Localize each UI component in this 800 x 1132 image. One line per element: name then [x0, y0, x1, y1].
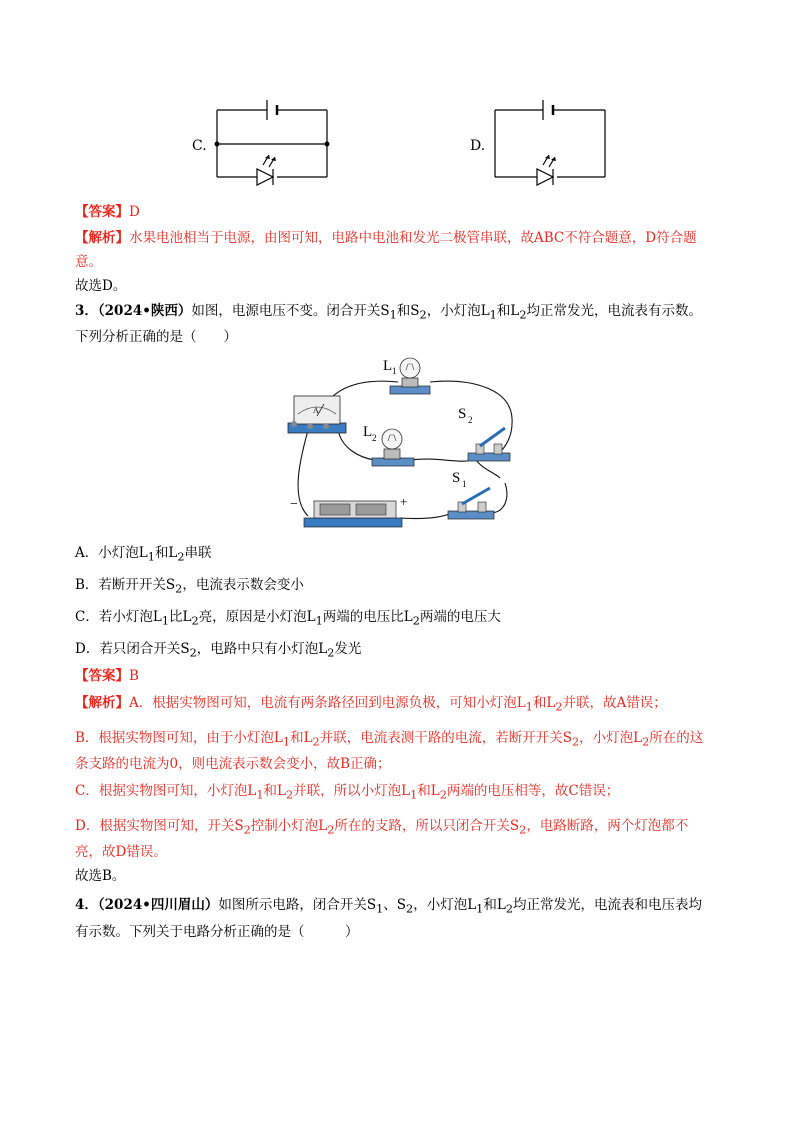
- q3-stem-text: 和: [396, 303, 411, 319]
- q3-option-b: B．若断开开关$S_2$，电流表示数会变小: [75, 577, 304, 596]
- symbol-l2: $L_2$: [496, 897, 513, 916]
- q3-answer-line: 【答案】B: [75, 668, 139, 684]
- prev-analysis-line-2: 意。: [75, 254, 102, 270]
- symbol-l2: $L_2$: [510, 303, 527, 322]
- prev-answer-line: [75, 202, 140, 222]
- battery-icon: [304, 501, 402, 527]
- option-d-label: D.: [470, 138, 486, 154]
- svg-text:L: L: [363, 424, 373, 440]
- svg-text:1: 1: [392, 366, 397, 376]
- circuit-diagram-c: [205, 95, 335, 187]
- option-c-label: C.: [192, 138, 207, 154]
- svg-text:S: S: [458, 406, 467, 422]
- ammeter-icon: [288, 396, 346, 433]
- q3-analysis-d2: 亮，故D错误。: [75, 844, 167, 860]
- symbol-l1: $L_1$: [273, 730, 291, 749]
- svg-text:1: 1: [462, 479, 467, 489]
- q3-conclusion: 故选B。: [75, 868, 126, 884]
- q3-stem-line-2: 下列分析正确的是（ ）: [75, 329, 237, 345]
- svg-text:A: A: [313, 406, 319, 415]
- symbol-s1: $S_1$: [380, 303, 397, 322]
- symbol-l2: $L_2$: [276, 783, 294, 802]
- svg-text:+: +: [400, 494, 408, 509]
- symbol-s1: $S_1$: [366, 897, 384, 916]
- symbol-s2: $S_2$: [180, 641, 197, 660]
- symbol-s2: $S_2$: [396, 897, 414, 916]
- symbol-l2: $L_2$: [403, 609, 420, 628]
- svg-text:2: 2: [468, 415, 473, 425]
- symbol-l2: $L_2$: [430, 783, 447, 802]
- svg-text:S: S: [452, 470, 461, 486]
- switch-s1-icon: [448, 488, 494, 519]
- q3-stem-line-1: [75, 301, 702, 326]
- bulb-l1-icon: [390, 358, 430, 394]
- q3-stem-text: 均正常发光，电流表有示数。: [526, 303, 702, 319]
- symbol-l1: $L_1$: [138, 545, 155, 564]
- q4-stem-line-2: 有示数。下列关于电路分析正确的是（ ）: [75, 924, 359, 940]
- q3-stem-text: ，小灯泡: [426, 303, 481, 319]
- answer-tag: 【答案】: [75, 204, 129, 220]
- svg-text:−: −: [290, 497, 298, 512]
- symbol-s2: $S_2$: [562, 730, 580, 749]
- answer-value: D: [129, 204, 140, 220]
- q3-stem-text: 和: [496, 303, 511, 319]
- analysis-tag: 【解析】: [75, 230, 129, 246]
- bulb-l2-icon: [372, 429, 414, 466]
- q3-number: 3．: [75, 303, 98, 319]
- q3-analysis-b1: B．根据实物图可知，由于小灯泡$L_1$和$L_2$并联，电流表测干路的电流，若断开开关$S_2$，小灯泡$L_2$所在的这: [75, 730, 704, 749]
- symbol-l1: $L_1$: [516, 695, 533, 714]
- q3-analysis-b2: 条支路的电流为0，则电流表示数会变小，故B正确；: [75, 756, 391, 772]
- symbol-l2: $L_2$: [633, 730, 650, 749]
- symbol-l1: $L_1$: [247, 783, 264, 802]
- q4-stem-line-1: 4．（2024•四川眉山）如图所示电路，闭合开关$S_1$、$S_2$，小灯泡$L_1$和$L_2$均正常发光，电流表和电压表均: [75, 897, 702, 916]
- analysis-text: 水果电池相当于电源，由图可知，电路中电池和发光二极管串联，故ABC不符合题意，D符合题: [129, 230, 697, 246]
- symbol-l1: $L_1$: [152, 609, 169, 628]
- symbol-l2: $L_2$: [303, 730, 320, 749]
- symbol-l2: $L_2$: [546, 695, 563, 714]
- symbol-l1: $L_1$: [401, 783, 418, 802]
- q3-option-c: C．若小灯泡$L_1$比$L_2$亮，原因是小灯泡$L_1$两端的电压比$L_2$两端的电压大: [75, 609, 501, 628]
- symbol-l1: $L_1$: [467, 897, 484, 916]
- q3-analysis-d1: D．根据实物图可知，开关$S_2$控制小灯泡$L_2$所在的支路，所以只闭合开关$S_2$，电路断路，两个灯泡都不: [75, 818, 689, 837]
- circuit-diagram-d: [485, 95, 615, 187]
- q3-option-a: A．小灯泡$L_1$和$L_2$串联: [75, 545, 212, 564]
- switch-s2-icon: [468, 428, 510, 461]
- symbol-l1: $L_1$: [480, 303, 497, 322]
- q3-physical-circuit-figure: [280, 348, 530, 533]
- symbol-l2: $L_2$: [318, 641, 335, 660]
- prev-conclusion: 故选D。: [75, 278, 127, 294]
- q3-stem-text: 如图，电源电压不变。闭合开关: [191, 303, 381, 319]
- symbol-l2: $L_2$: [318, 818, 335, 837]
- symbol-l1: $L_1$: [306, 609, 323, 628]
- symbol-l2: $L_2$: [182, 609, 199, 628]
- q3-analysis-c: C．根据实物图可知，小灯泡$L_1$和$L_2$并联，所以小灯泡$L_1$和$L_2$两端的电压相等，故C错误；: [75, 783, 620, 802]
- symbol-s2: $S_2$: [165, 577, 183, 596]
- q3-source: （2024•陕西）: [97, 303, 192, 319]
- q3-option-d: D．若只闭合开关$S_2$，电路中只有小灯泡$L_2$发光: [75, 641, 362, 660]
- symbol-s2: $S_2$: [410, 303, 427, 322]
- symbol-l2: $L_2$: [168, 545, 185, 564]
- q3-analysis-a: 【解析】A．根据实物图可知，电流有两条路径回到电源负极，可知小灯泡$L_1$和$L_2$并联，故A错误；: [75, 695, 667, 714]
- prev-analysis-line-1: [75, 228, 697, 248]
- svg-text:2: 2: [372, 433, 377, 443]
- svg-text:L: L: [383, 358, 393, 374]
- symbol-s2: $S_2$: [509, 818, 527, 837]
